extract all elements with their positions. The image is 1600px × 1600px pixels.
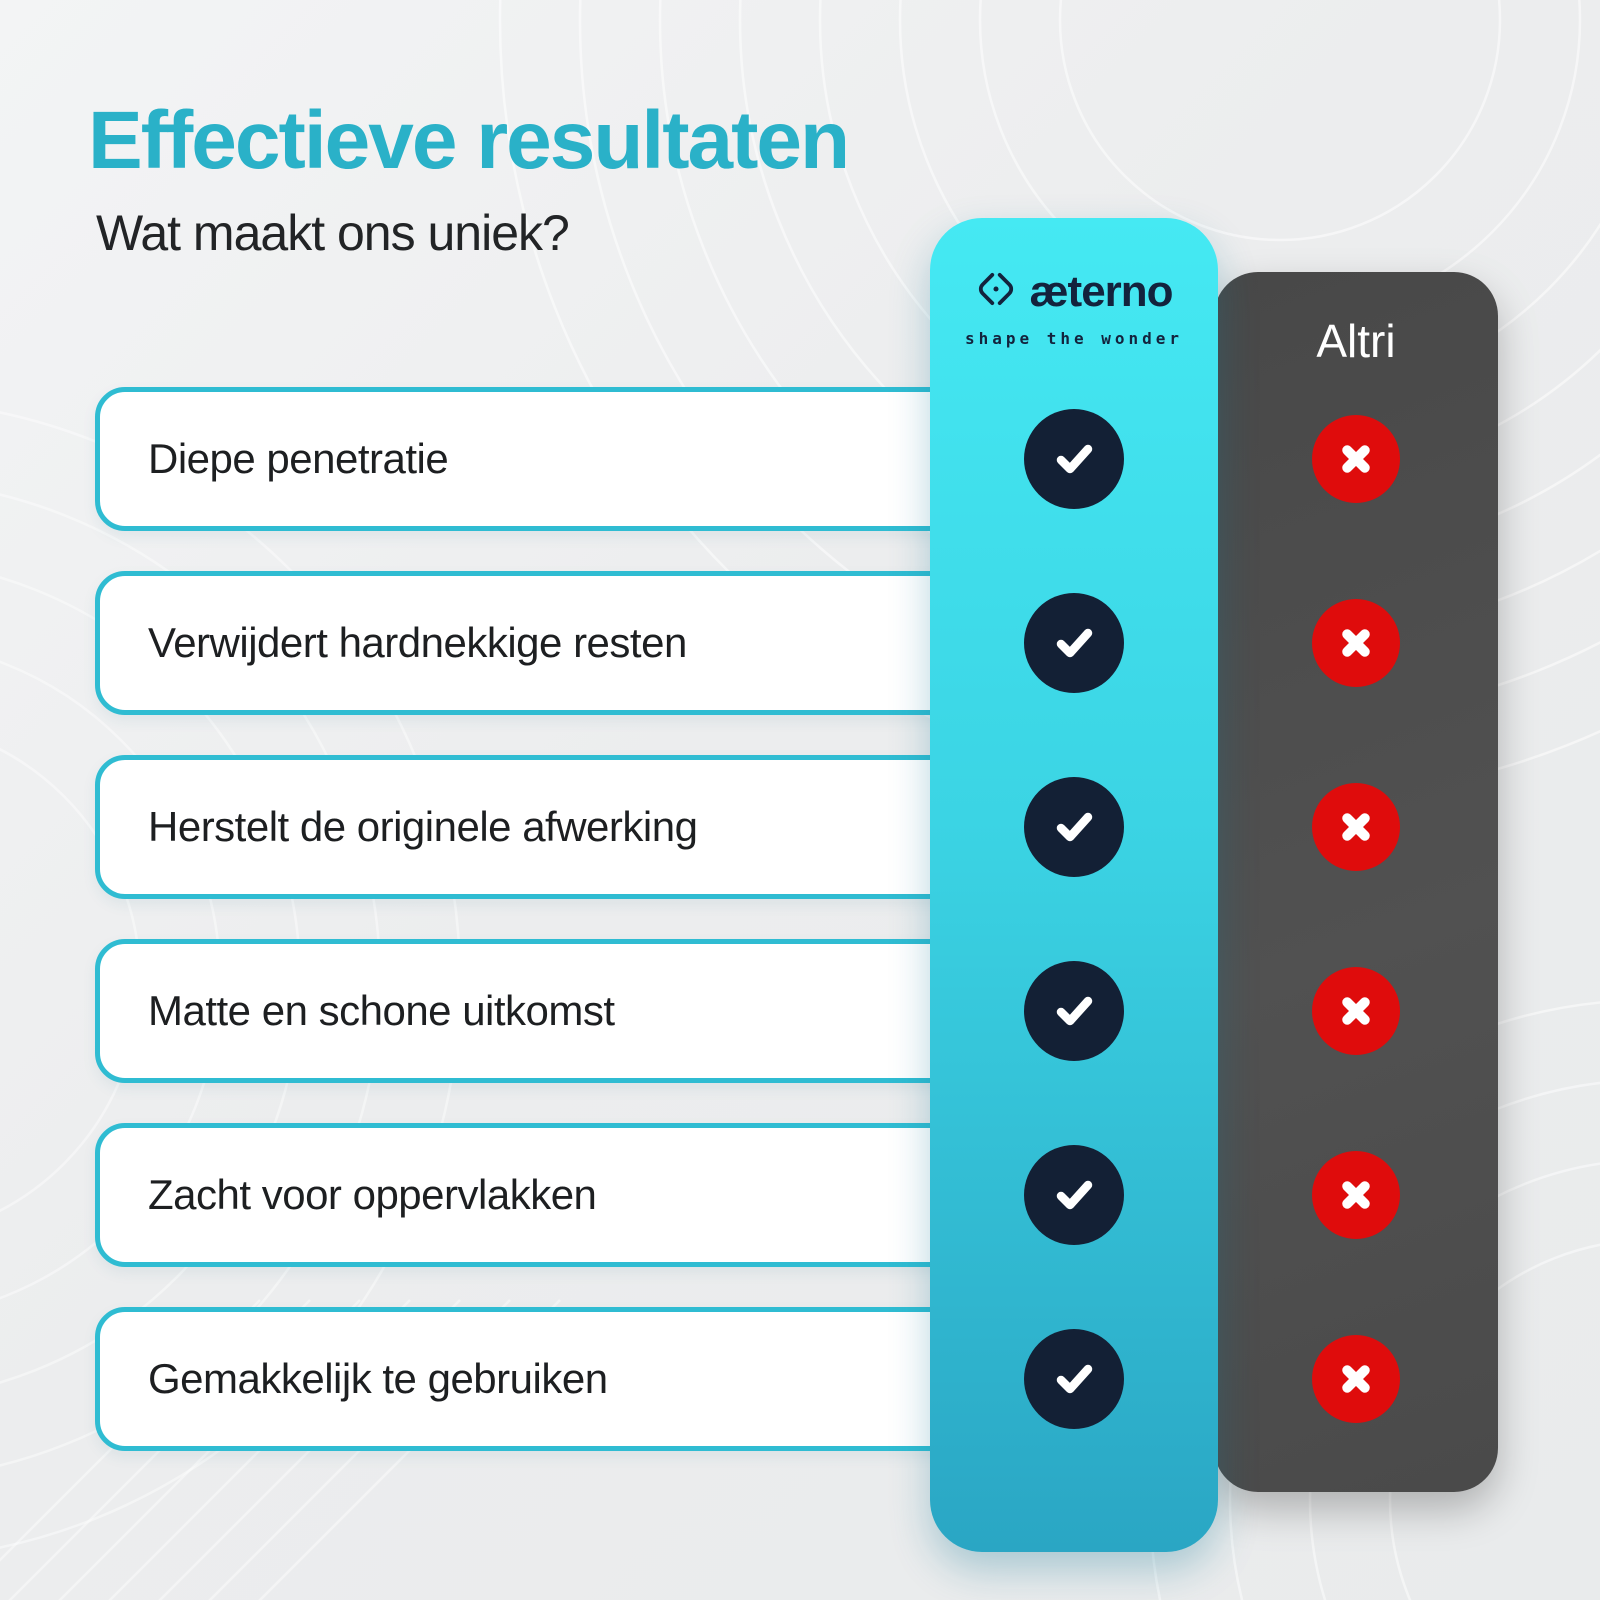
feature-card	[95, 571, 1000, 715]
check-icon	[1024, 1145, 1124, 1245]
feature-label: Gemakkelijk te gebruiken	[148, 1355, 608, 1402]
cross-icon	[1312, 1151, 1400, 1239]
brand-column	[930, 218, 1218, 1552]
feature-label: Matte en schone uitkomst	[148, 987, 615, 1034]
feature-card	[95, 1123, 1000, 1267]
competitor-column	[1214, 272, 1498, 1492]
feature-card	[95, 387, 1000, 531]
aeterno-knot-icon	[975, 268, 1017, 315]
brand-logo-block	[930, 268, 1218, 348]
check-icon	[1024, 777, 1124, 877]
brand-tagline: shape the wonder	[964, 329, 1184, 348]
cross-icon	[1312, 415, 1400, 503]
page-subtitle: Wat maakt ons uniek?	[96, 205, 569, 261]
page-title: Effectieve resultaten	[88, 95, 849, 186]
cross-icon	[1312, 967, 1400, 1055]
cross-icon	[1312, 783, 1400, 871]
feature-list	[95, 387, 1000, 1491]
competitor-results	[1214, 272, 1498, 1423]
feature-label: Diepe penetratie	[148, 435, 449, 482]
brand-name: æterno	[1029, 266, 1173, 316]
check-icon	[1024, 593, 1124, 693]
check-icon	[1024, 961, 1124, 1061]
cross-icon	[1312, 599, 1400, 687]
feature-card	[95, 939, 1000, 1083]
feature-card	[95, 1307, 1000, 1451]
feature-label: Zacht voor oppervlakken	[148, 1171, 597, 1218]
feature-label: Verwijdert hardnekkige resten	[148, 619, 687, 666]
feature-card	[95, 755, 1000, 899]
check-icon	[1024, 409, 1124, 509]
brand-results	[930, 218, 1218, 1429]
cross-icon	[1312, 1335, 1400, 1423]
feature-label: Herstelt de originele afwerking	[148, 803, 698, 850]
competitor-label: Altri	[1316, 315, 1396, 367]
check-icon	[1024, 1329, 1124, 1429]
